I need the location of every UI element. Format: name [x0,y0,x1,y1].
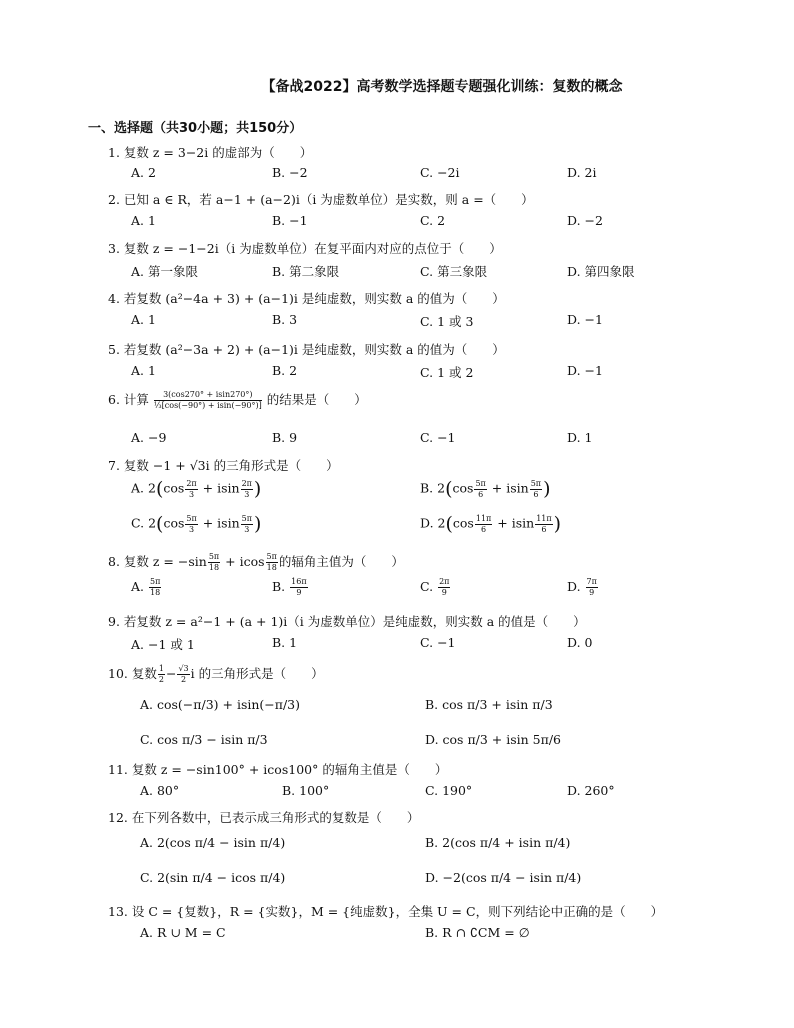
q8-stem-pre: 8. 复数 z = −sin [108,554,207,569]
q6-option-c: C. −1 [420,430,456,445]
q8-option-b: B. $\frac{16\pi}{9}$ [272,577,307,597]
q13-option-b: B. R ∩ ∁CM = ∅ [425,925,530,940]
q9-option-a: A. −1 或 1 [131,637,195,652]
q8-c-d: 9 [441,588,447,597]
q8-n1: 5π [208,552,220,561]
q12-option-d: D. −2(cos π/4 − isin π/4) [425,870,582,885]
q11-option-d: D. 260° [567,783,615,798]
q7-option-a: A. 2(cos $\frac{2\pi}{3}$ + isin $\frac{2\pi}{3}$ ) [131,478,262,500]
q10-option-b: B. cos π/3 + isin π/3 [425,697,553,712]
q6-stem-pre: 6. 计算 [108,392,149,407]
q12-option-c: C. 2(sin π/4 − icos π/4) [140,870,286,885]
q8-b-n: 16π [291,577,307,586]
question-12: 12. 在下列各数中，已表示成三角形式的复数是（ ） [108,810,420,825]
question-3: 3. 复数 z = −1−2i（i 为虚数单位）在复平面内对应的点位于（ ） [108,241,502,256]
question-13: 13. 设 C = {复数}，R = {实数}，M = {纯虚数}，全集 U = C，则下列结论中正确的是（ ） [108,904,664,919]
page-title: 【备战2022】高考数学选择题专题强化训练：复数的概念 [261,79,623,95]
q11-option-a: A. 80° [140,783,180,798]
q3-option-d: D. 第四象限 [567,264,635,279]
question-4: 4. 若复数 (a²−4a + 3) + (a−1)i 是纯虚数，则实数 a 的值为（ ） [108,291,505,306]
q7-c-n1: 5π [186,513,197,523]
question-7: 7. 复数 −1 + √3i 的三角形式是（ ） [108,458,339,473]
q6-stem-post: 的结果是（ ） [266,392,367,407]
q7-c-d1: 3 [189,524,195,534]
q6-option-a: A. −9 [131,430,167,445]
q1-option-a: A. 2 [131,165,156,180]
q12-option-b: B. 2(cos π/4 + isin π/4) [425,835,571,850]
q7-a-d1: 3 [188,489,195,499]
q10-n2: √3 [178,664,189,673]
q8-option-d: D. $\frac{7\pi}{9}$ [567,577,597,597]
q8-a-d: 18 [150,588,161,597]
q7-c-prefix: C. 2 [131,515,157,531]
q5-option-b: B. 2 [272,363,298,378]
q1-option-c: C. −2i [420,165,460,180]
q7-b-n1: 5π [475,478,486,488]
question-5: 5. 若复数 (a²−3a + 2) + (a−1)i 是纯虚数，则实数 a 的值为（ ） [108,342,505,357]
q4-option-c: C. 1 或 3 [420,314,474,329]
q2-option-a: A. 1 [131,213,156,228]
q7-a-n1: 2π [186,478,197,488]
q12-option-a: A. 2(cos π/4 − isin π/4) [140,835,286,850]
q9-option-c: C. −1 [420,635,456,650]
q7-option-b: B. 2(cos $\frac{5\pi}{6}$ + isin $\frac{5\pi}{6}$ ) [420,478,551,500]
question-9: 9. 若复数 z = a²−1 + (a + 1)i（i 为虚数单位）是纯虚数，则实数 a 的值是（ ） [108,614,586,629]
q8-option-a: A. $\frac{5\pi}{18}$ [131,577,161,597]
q7-d-prefix: D. 2 [420,515,446,531]
q7-a-d2: 3 [244,489,250,499]
q5-option-a: A. 1 [131,363,156,378]
q7-b-n2: 5π [530,478,542,488]
q11-option-c: C. 190° [425,783,473,798]
q8-b-d: 9 [296,588,302,597]
q2-option-b: B. −1 [272,213,308,228]
q6-denominator: ⅓[cos(−90°) + isin(−90°)] [153,401,262,410]
q7-b-prefix: B. 2 [420,480,446,496]
q8-option-c: C. $\frac{2\pi}{9}$ [420,577,450,597]
q8-d-d: 9 [589,588,595,597]
q11-option-b: B. 100° [282,783,330,798]
q9-option-d: D. 0 [567,635,593,650]
q8-n2: 5π [266,552,277,561]
q10-stem-post: i 的三角形式是（ ） [190,666,324,681]
q8-stem-post: 的辐角主值为（ ） [278,554,404,569]
q7-option-d: D. 2(cos $\frac{11\pi}{6}$ + isin $\frac{11\pi}{6}$ ) [420,513,562,535]
q10-d1: 2 [158,675,164,684]
q7-c-n2: 5π [241,513,253,523]
q5-option-c: C. 1 或 2 [420,365,474,380]
q4-option-d: D. −1 [567,312,603,327]
question-10: 10. 复数 $\frac{1}{2}$ − $\frac{√3}{2}$ i 的三角形式是（ ） [108,664,324,684]
q8-a-n: 5π [149,577,161,586]
q7-a-n2: 2π [241,478,252,488]
question-8 [108,552,404,572]
q7-a-prefix: A. 2 [131,480,156,496]
q8-mid: + icos [221,554,265,569]
question-2: 2. 已知 a ∈ R，若 a−1 + (a−2)i（i 为虚数单位）是实数，则 a =（ ） [108,192,534,207]
q8-d1: 18 [208,563,220,572]
q7-d-d2: 6 [541,524,547,534]
q6-numerator: 3(cos270° + isin270°) [154,391,262,401]
q10-stem-pre: 10. 复数 [108,666,157,681]
q2-option-d: D. −2 [567,213,603,228]
q3-option-b: B. 第二象限 [272,264,340,279]
q10-option-a: A. cos(−π/3) + isin(−π/3) [140,697,301,712]
q2-option-c: C. 2 [420,213,446,228]
q3-option-c: C. 第三象限 [420,264,488,279]
q7-c-d2: 3 [244,524,250,534]
q8-d2: 18 [266,563,277,572]
q3-option-a: A. 第一象限 [131,264,198,279]
q6-option-b: B. 9 [272,430,298,445]
q7-d-d1: 6 [481,524,487,534]
q5-option-d: D. −1 [567,363,603,378]
q7-d-n2: 11π [536,513,552,523]
q7-option-c: C. 2(cos $\frac{5\pi}{3}$ + isin $\frac{5\pi}{3}$ ) [131,513,262,535]
q4-option-a: A. 1 [131,312,156,327]
q8-d-n: 7π [586,577,597,586]
q9-option-b: B. 1 [272,635,298,650]
q1-option-d: D. 2i [567,165,597,180]
q13-option-a: A. R ∪ M = C [140,925,226,940]
q4-option-b: B. 3 [272,312,298,327]
q7-b-d2: 6 [533,489,539,499]
q6-fraction [154,391,262,410]
q10-n1: 1 [158,664,164,673]
q7-b-d1: 6 [478,489,484,499]
question-1: 1. 复数 z = 3−2i 的虚部为（ ） [108,145,313,160]
question-11: 11. 复数 z = −sin100° + icos100° 的辐角主值是（ ） [108,762,448,777]
section-heading: 一、选择题（共30小题；共150分） [88,121,303,136]
q1-option-b: B. −2 [272,165,308,180]
q10-option-d: D. cos π/3 + isin 5π/6 [425,732,562,747]
question-6 [108,390,367,410]
q7-d-n1: 11π [475,513,492,523]
q10-option-c: C. cos π/3 − isin π/3 [140,732,268,747]
q8-c-n: 2π [439,577,450,586]
q10-d2: 2 [180,675,187,684]
q6-option-d: D. 1 [567,430,593,445]
